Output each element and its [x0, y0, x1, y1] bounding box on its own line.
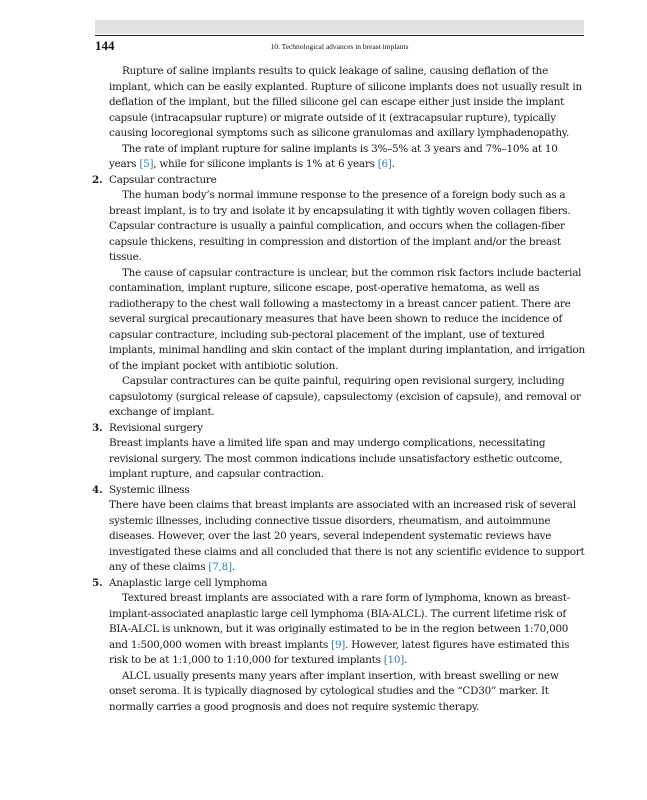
section-number: 2.: [92, 173, 103, 186]
section-number: 5.: [92, 576, 103, 589]
paragraph-text: .: [231, 561, 235, 573]
paragraph-systemic-illness: [109, 498, 585, 576]
paragraph-text: The human body’s normal immune response to the presence of a foreign body such as a breast implant, is to try and isolate it by encapsulating it with tightly woven collagen fibers. Capsular contracture is usually a painful complication, and occurs when the collagen-fiber capsule thickens, resulting in compression and distortion of the implant and/or the breast tissue.: [109, 189, 571, 263]
page-number: 144: [95, 38, 115, 53]
section-heading-lymphoma: [92, 576, 585, 592]
paragraph-revisional-surgery: [109, 436, 585, 483]
paragraph-rupture-rate: [109, 142, 585, 173]
paragraph-text: .: [404, 654, 408, 666]
section-heading-systemic-illness: [92, 483, 585, 499]
paragraph-text: .: [391, 158, 395, 170]
running-title: 10. Technological advances in breast implants: [270, 42, 409, 51]
paragraph-text: Capsular contractures can be quite painful, requiring open revisional surgery, including capsulotomy (surgical release of capsule), capsulectomy (excision of capsule), and removal or exchange of implant.: [109, 375, 581, 418]
paragraph-bia-alcl: [109, 591, 585, 669]
section-heading-revisional-surgery: [92, 421, 585, 437]
paragraph-alcl-presentation: [109, 669, 585, 716]
paragraph-capsular-treatment: [109, 374, 585, 421]
paragraph-text: Textured breast implants are associated with a rare form of lymphoma, known as breast-implant-associated anaplastic large cell lymphoma (BIA-ALCL). The current lifetime risk of BIA-ALCL is unknown, but it was originally estimated to be in the region between 1:70,000 and 1:500,000 women with breast implants: [109, 592, 570, 651]
section-title: Revisional surgery: [109, 421, 203, 434]
paragraph-text: There have been claims that breast implants are associated with an increased risk of several systemic illnesses, including connective tissue disorders, rheumatism, and autoimmune diseases. However, over the last 20 years, several independent systematic reviews have investigated these claims and all concluded that there is not any scientific evidence to support any of these claims: [109, 499, 585, 573]
header-bar: [95, 20, 584, 34]
paragraph-rupture: [109, 64, 585, 142]
paragraph-text: Breast implants have a limited life span and may undergo complications, necessitating revisional surgery. The most common indications include unsatisfactory esthetic outcome, implant rupture, and capsular contraction.: [109, 437, 563, 480]
paragraph-immune-response: [109, 188, 585, 266]
page-header: [95, 35, 584, 57]
body-text: [92, 64, 585, 715]
header-rule: [95, 35, 584, 36]
citation-link[interactable]: [7,8]: [208, 561, 232, 573]
citation-link[interactable]: [5]: [139, 158, 154, 170]
section-heading-capsular-contracture: [92, 173, 585, 189]
paragraph-text: Rupture of saline implants results to quick leakage of saline, causing deflation of the implant, which can be easily explanted. Rupture of silicone implants does not usually result in deflation of the implant, but the filled silicone gel can escape either just inside the implant capsule (intracapsular rupture) or migrate outside of it (extracapsular rupture), typically causing locoregional symptoms such as silicone granulomas and axillary lymphadenopathy.: [109, 65, 582, 139]
paragraph-text: . However, latest figures have estimated this risk to be at 1:1,000 to 1:10,000 for textured implants: [109, 638, 570, 666]
section-title: Anaplastic large cell lymphoma: [109, 576, 268, 589]
paragraph-text: ALCL usually presents many years after implant insertion, with breast swelling or new onset seroma. It is typically diagnosed by cytological studies and the “CD30” marker. It normally carries a good prognosis and does not require systemic therapy.: [109, 669, 559, 713]
citation-link[interactable]: [9]: [331, 638, 346, 651]
section-number: 3.: [92, 421, 103, 434]
paragraph-text: The cause of capsular contracture is unclear, but the common risk factors include bacterial contamination, implant rupture, silicone escape, post-operative hematoma, as well as radiotherapy to the chest wall following a mastectomy in a breast cancer patient. There are several surgical precautionary measures that have been shown to reduce the incidence of capsular contracture, including sub-pectoral placement of the implant, use of textured implants, minimal handling and skin contact of the implant during implantation, and irrigation of the implant pocket with antibiotic solution.: [109, 266, 585, 372]
section-number: 4.: [92, 483, 103, 496]
paragraph-text: The rate of implant rupture for saline implants is 3%–5% at 3 years and 7%–10% at 10 years: [109, 142, 558, 170]
section-title: Capsular contracture: [109, 173, 217, 186]
citation-link[interactable]: [10]: [383, 654, 405, 666]
section-title: Systemic illness: [109, 483, 190, 496]
paragraph-risk-factors: [109, 266, 585, 375]
paragraph-text: , while for silicone implants is 1% at 6 years: [153, 158, 378, 170]
citation-link[interactable]: [6]: [377, 158, 392, 170]
